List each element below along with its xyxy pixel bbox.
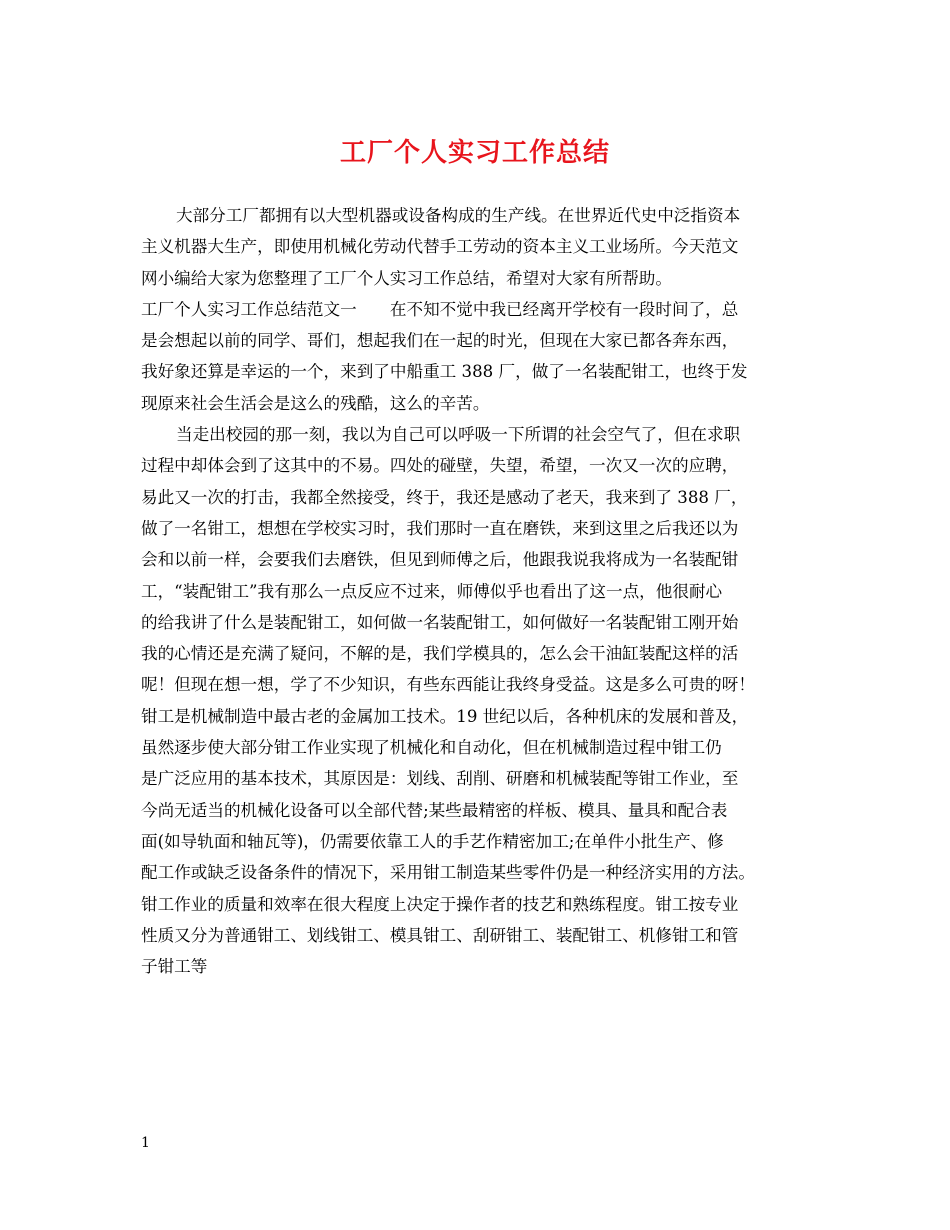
text-line: 虽然逐步使大部分钳工作业实现了机械化和自动化，但在机械制造过程中钳工仍 — [141, 738, 722, 758]
text-line: 现原来社会生活会是这么的残酷，这么的辛苦。 — [141, 393, 490, 413]
text-line: 会和以前一样，会要我们去磨铁，但见到师傅之后，他跟我说我将成为一名装配钳 — [141, 550, 739, 570]
text-line: 是会想起以前的同学、哥们，想起我们在一起的时光，但现在大家已都各奔东西， — [141, 331, 739, 351]
text-line: 当走出校园的那一刻，我以为自己可以呼吸一下所谓的社会空气了，但在求职 — [176, 425, 741, 445]
text-line: 网小编给大家为您整理了工厂个人实习工作总结，希望对大家有所帮助。 — [141, 268, 672, 288]
text-line: 过程中却体会到了这其中的不易。四处的碰壁，失望，希望，一次又一次的应聘， — [141, 456, 739, 476]
text-line: 呢！但现在想一想，学了不少知识，有些东西能让我终身受益。这是多么可贵的呀！ — [141, 675, 755, 695]
text-line: 主义机器大生产，即使用机械化劳动代替手工劳动的资本主义工业场所。今天范文 — [141, 237, 739, 257]
text-line: 今尚无适当的机械化设备可以全部代替;某些最精密的样板、模具、量具和配合表 — [141, 800, 728, 820]
text-line: 子钳工等 — [141, 957, 208, 977]
text-line: 工厂个人实习工作总结范文一 在不知不觉中我已经离开学校有一段时间了，总 — [141, 299, 739, 319]
text-line: 性质又分为普通钳工、划线钳工、模具钳工、刮研钳工、装配钳工、机修钳工和管 — [141, 925, 739, 945]
document-title: 工厂个人实习工作总结 — [339, 138, 610, 168]
page-number: 1 — [141, 1135, 150, 1151]
text-line: 我的心情还是充满了疑问，不解的是，我们学模具的，怎么会干油缸装配这样的活 — [141, 644, 739, 664]
text-line: 钳工是机械制造中最古老的金属加工技术。19 世纪以后，各种机床的发展和普及， — [141, 706, 749, 726]
text-line: 是广泛应用的基本技术，其原因是：划线、刮削、研磨和机械装配等钳工作业，至 — [141, 769, 739, 789]
text-line: 大部分工厂都拥有以大型机器或设备构成的生产线。在世界近代史中泛指资本 — [176, 206, 741, 225]
text-line: 钳工作业的质量和效率在很大程度上决定于操作者的技艺和熟练程度。钳工按专业 — [141, 894, 739, 914]
text-line: 易此又一次的打击，我都全然接受，终于，我还是感动了老天，我来到了 388 厂， — [141, 487, 748, 507]
text-line: 的给我讲了什么是装配钳工，如何做一名装配钳工，如何做好一名装配钳工刚开始 — [141, 612, 739, 632]
text-line: 我好象还算是幸运的一个，来到了中船重工 388 厂，做了一名装配钳工，也终于发 — [141, 362, 748, 382]
document-body — [141, 200, 821, 982]
text-line: 配工作或缺乏设备条件的情况下，采用钳工制造某些零件仍是一种经济实用的方法。 — [141, 863, 755, 883]
text-line: 做了一名钳工，想想在学校实习时，我们那时一直在磨铁，来到这里之后我还以为 — [141, 518, 739, 538]
text-line: 面(如导轨面和轴瓦等)，仍需要依靠工人的手艺作精密加工;在单件小批生产、修 — [141, 831, 724, 851]
text-line: 工，“装配钳工”我有那么一点反应不过来，师傅似乎也看出了这一点，他很耐心 — [141, 581, 723, 601]
